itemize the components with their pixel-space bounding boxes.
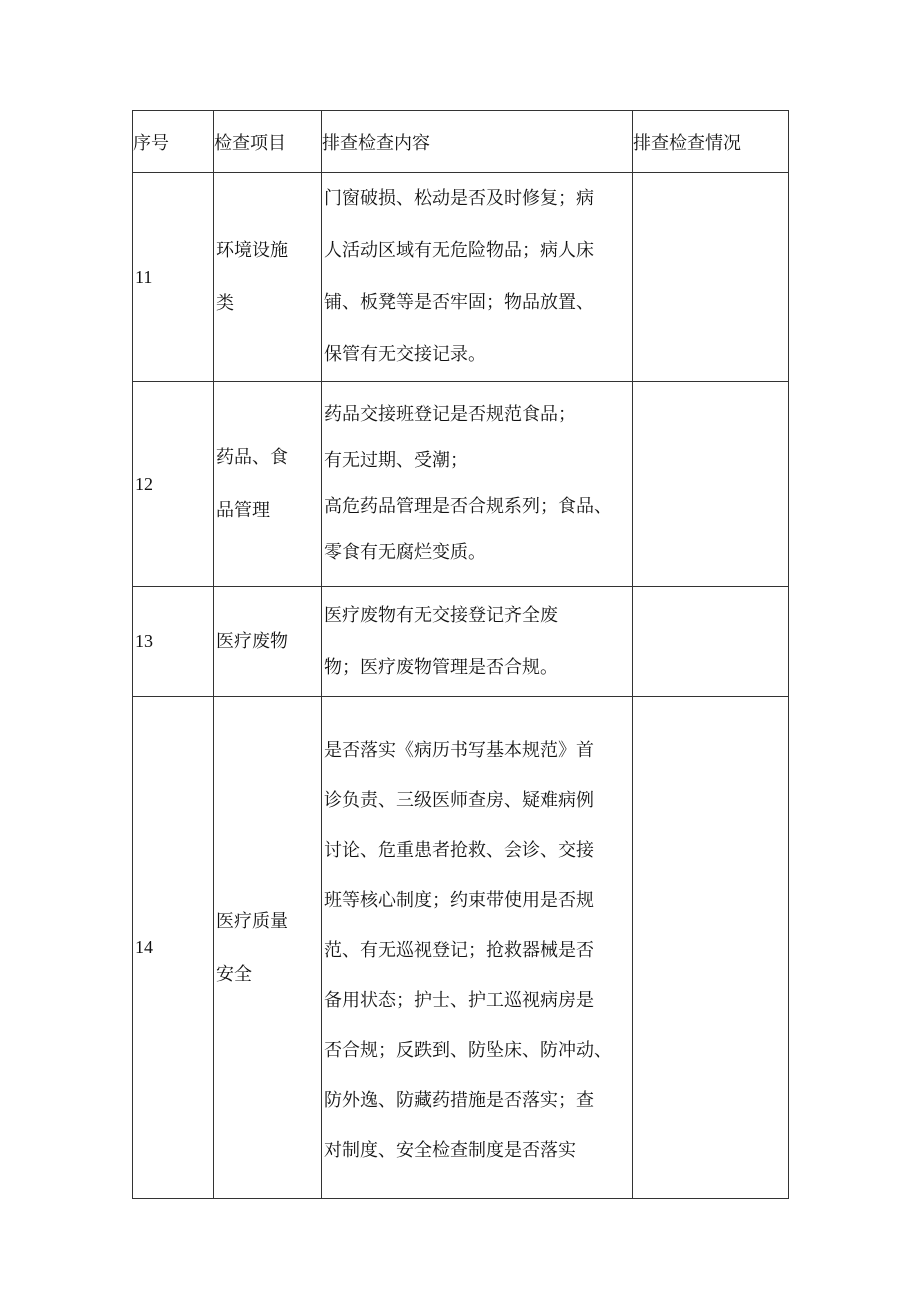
table-row xyxy=(133,697,789,1199)
table-row xyxy=(133,173,789,382)
content-line: 是否落实《病历书写基本规范》首 xyxy=(324,739,594,761)
row-status[interactable] xyxy=(633,382,789,587)
header-content: 排查检查内容 xyxy=(322,111,633,173)
content-line: 有无过期、受潮； xyxy=(324,450,468,471)
row-content xyxy=(322,382,633,587)
row-number: 12 xyxy=(133,382,214,587)
content-line: 零食有无腐烂变质。 xyxy=(324,542,486,563)
content-line: 人活动区域有无危险物品；病人床 xyxy=(324,240,594,261)
row-content xyxy=(322,587,633,697)
content-line: 铺、板凳等是否牢固；物品放置、 xyxy=(324,292,594,313)
item-line: 品管理 xyxy=(216,500,270,521)
row-content xyxy=(322,173,633,382)
row-item xyxy=(214,587,322,697)
content-line: 讨论、危重患者抢救、会诊、交接 xyxy=(324,839,594,861)
inspection-table xyxy=(132,110,789,1199)
row-item xyxy=(214,382,322,587)
header-status: 排查检查情况 xyxy=(633,111,789,173)
content-line: 否合规；反跌到、防坠床、防冲动、 xyxy=(324,1039,612,1061)
row-status[interactable] xyxy=(633,697,789,1199)
content-line: 药品交接班登记是否规范食品； xyxy=(324,404,576,425)
content-line: 防外逸、防藏药措施是否落实；查 xyxy=(324,1089,594,1111)
item-line: 医疗废物 xyxy=(216,631,288,652)
row-item xyxy=(214,173,322,382)
row-number: 13 xyxy=(133,587,214,697)
content-line: 范、有无巡视登记；抢救器械是否 xyxy=(324,939,594,961)
content-line: 诊负责、三级医师查房、疑难病例 xyxy=(324,789,594,811)
content-line: 保管有无交接记录。 xyxy=(324,344,486,365)
content-line: 门窗破损、松动是否及时修复；病 xyxy=(324,188,594,209)
table-header-row xyxy=(133,111,789,173)
content-line: 备用状态；护士、护工巡视病房是 xyxy=(324,989,594,1011)
content-line: 对制度、安全检查制度是否落实 xyxy=(324,1139,576,1161)
row-status[interactable] xyxy=(633,587,789,697)
content-line: 医疗废物有无交接登记齐全废 xyxy=(324,604,558,626)
header-item: 检查项目 xyxy=(214,111,322,173)
item-line: 环境设施 xyxy=(216,240,288,261)
item-line: 类 xyxy=(216,293,234,314)
row-number: 11 xyxy=(133,173,214,382)
content-line: 物；医疗废物管理是否合规。 xyxy=(324,656,558,678)
row-status[interactable] xyxy=(633,173,789,382)
row-content xyxy=(322,697,633,1199)
item-line: 医疗质量 xyxy=(216,910,288,932)
row-number: 14 xyxy=(133,697,214,1199)
row-item xyxy=(214,697,322,1199)
header-number: 序号 xyxy=(133,111,214,173)
table-row xyxy=(133,382,789,587)
item-line: 药品、食 xyxy=(216,447,288,468)
content-line: 班等核心制度；约束带使用是否规 xyxy=(324,889,594,911)
item-line: 安全 xyxy=(216,963,252,985)
table-row xyxy=(133,587,789,697)
content-line: 高危药品管理是否合规系列；食品、 xyxy=(324,496,612,517)
